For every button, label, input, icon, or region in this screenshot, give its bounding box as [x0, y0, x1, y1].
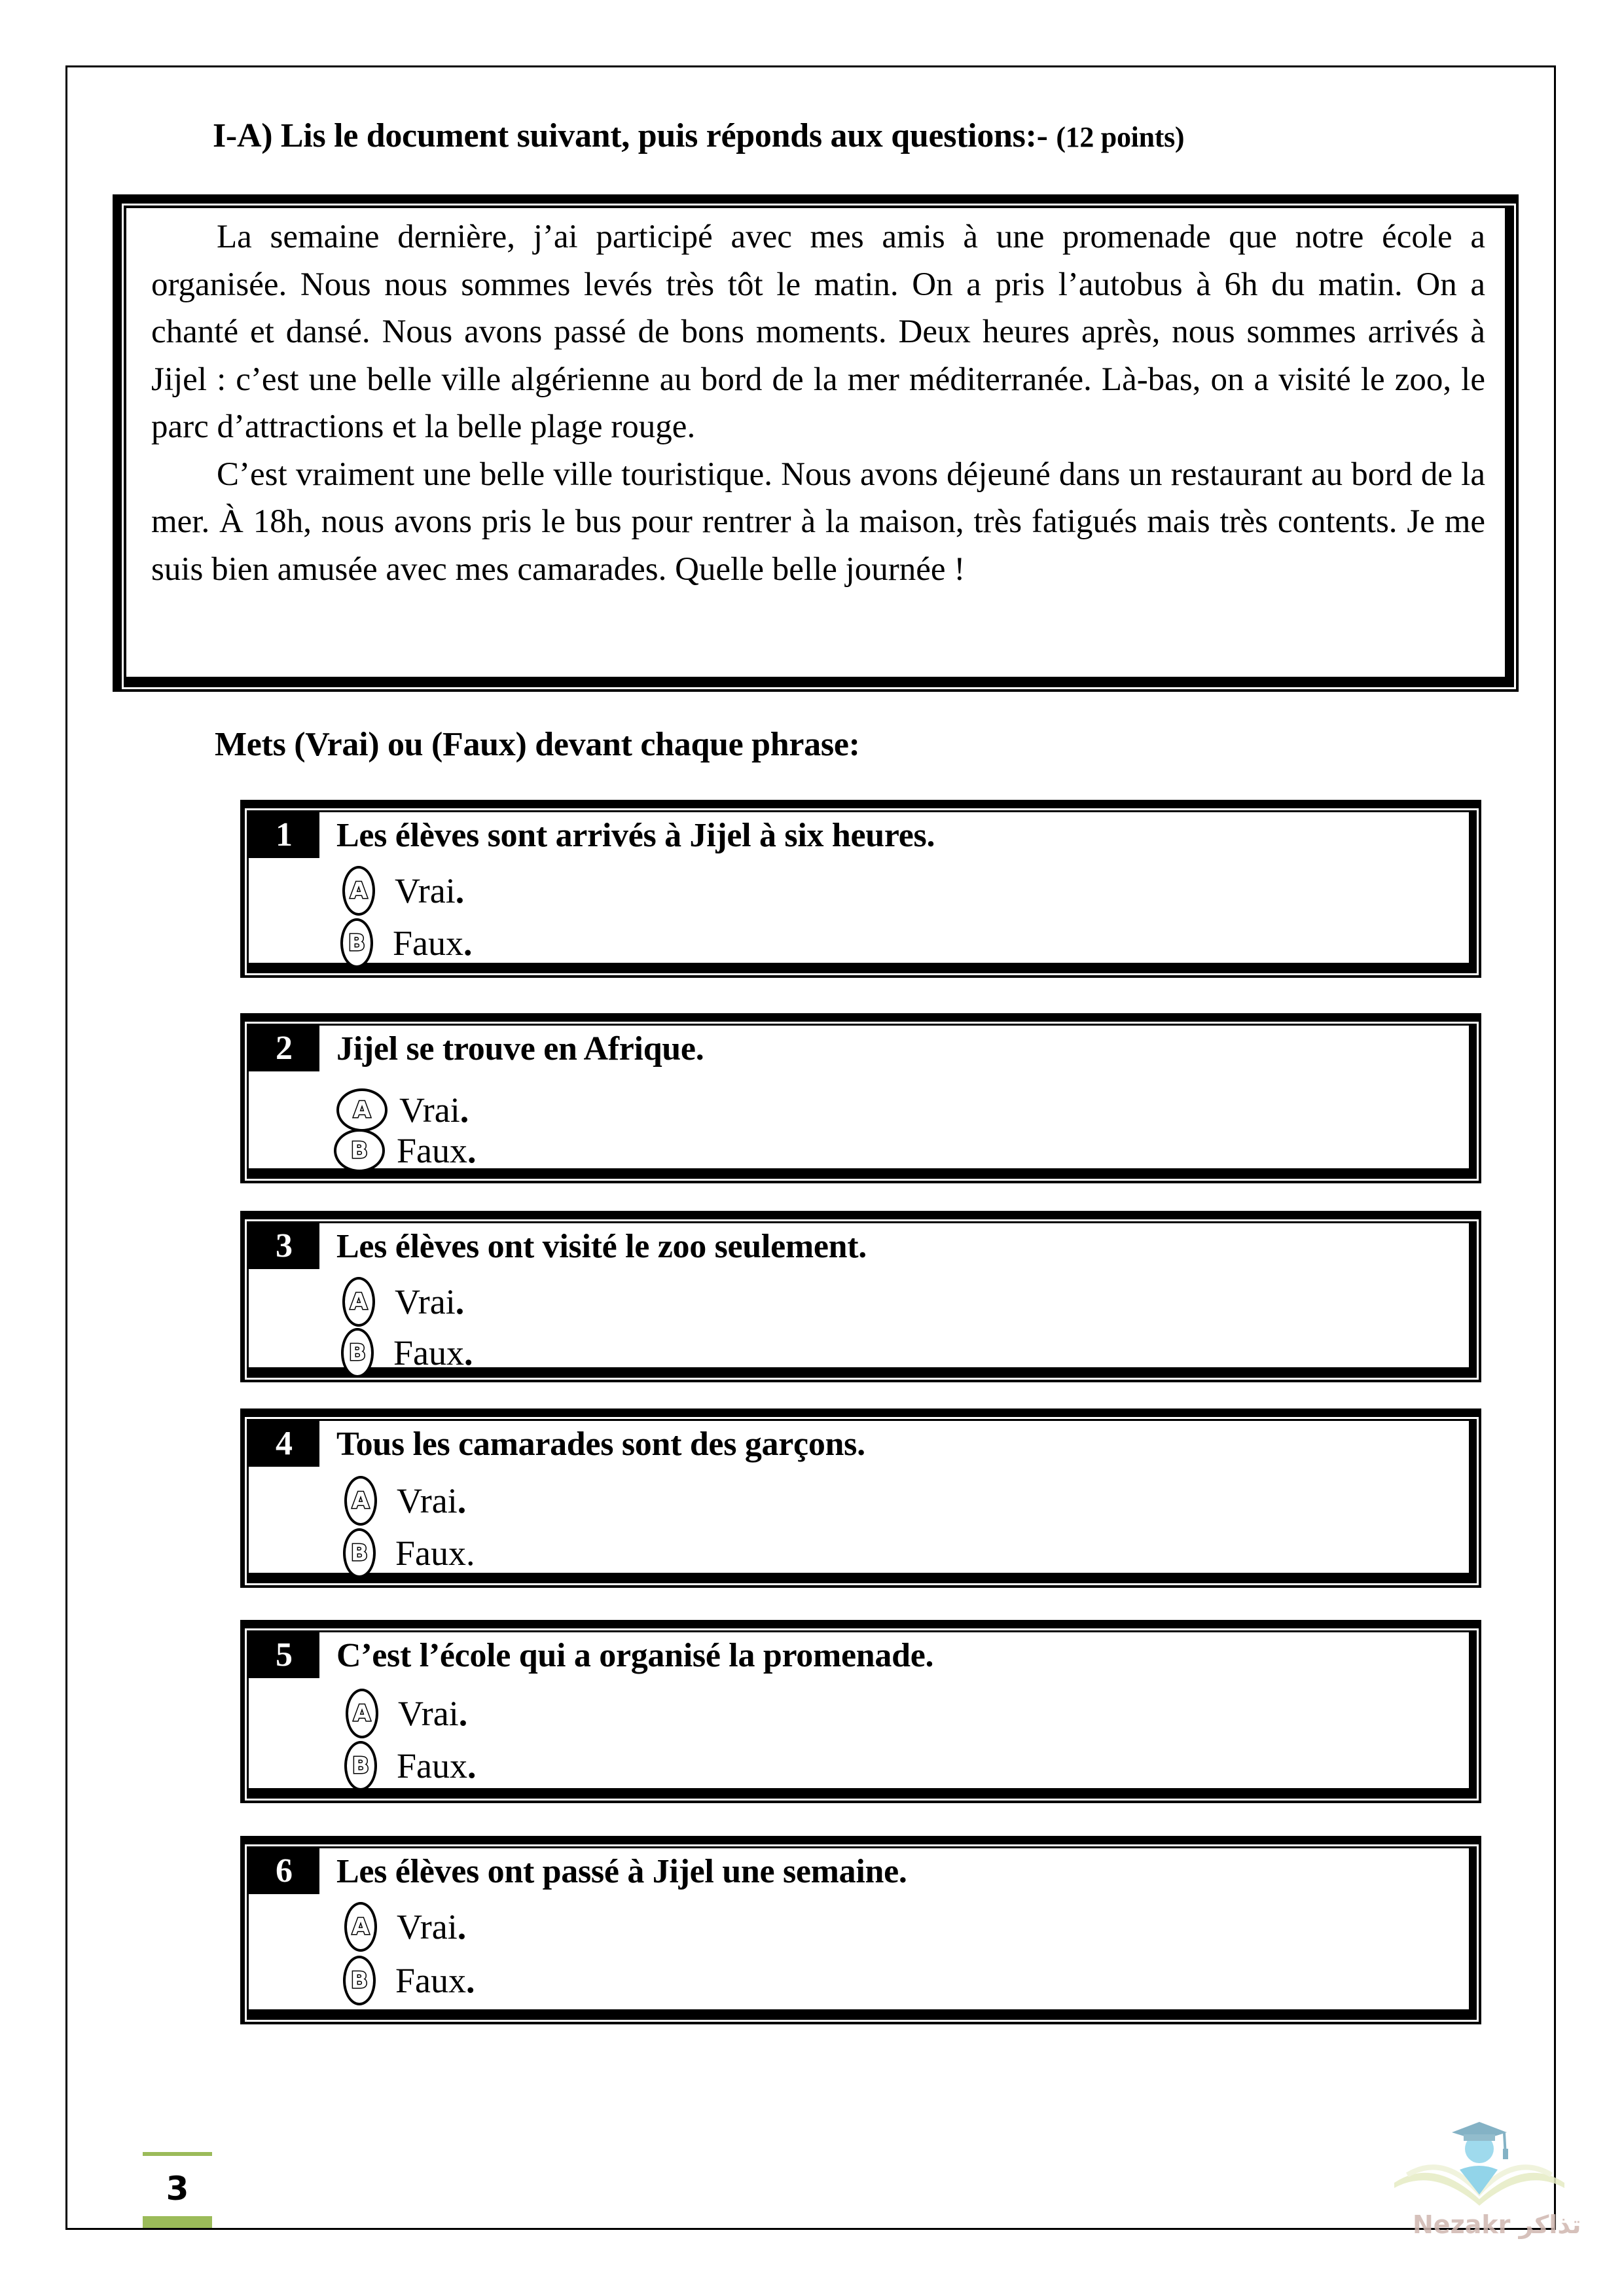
option-a[interactable] [336, 1088, 469, 1132]
question-inner [247, 1221, 1477, 1378]
question-text: C’est l’école qui a organisé la promenade. [336, 1637, 934, 1674]
option-label: Faux. [397, 1746, 477, 1785]
question-box-6 [240, 1836, 1481, 2024]
option-label: Vrai. [395, 871, 465, 910]
reading-passage-inner [124, 206, 1514, 687]
reading-paragraph-2: C’est vraiment une belle ville touristique. Nous avons déjeuné dans un restaurant au bord de la mer. À 18h, nous avons pris le bus pour rentrer à la maison, très fatigués mais très contents. Je me suis bien amusée avec mes camarades. Quelle belle journée ! [151, 456, 1485, 588]
page-number-bar-bottom [143, 2216, 212, 2228]
circled-a-icon[interactable]: A [342, 1277, 375, 1327]
question-inner [247, 1630, 1477, 1799]
circled-a-icon[interactable]: A [344, 1476, 377, 1526]
circled-b-icon[interactable]: B [341, 1328, 374, 1378]
reading-paragraph-1: La semaine dernière, j’ai participé avec mes amis à une promenade que notre école a organisée. Nous nous sommes levés très tôt le matin. On a pris l’autobus à 6h du matin. On a chanté et dansé. Nous avons passé de bons moments. Deux heures après, nous sommes arrivés à Jijel : c’est une belle ville algérienne au bord de la mer méditerranée. Là-bas, on a visité le zoo, le parc d’attractions et la belle plage rouge. [151, 219, 1485, 445]
option-a[interactable] [344, 1902, 466, 1952]
question-inner [247, 810, 1477, 973]
circled-b-icon[interactable]: B [334, 1129, 385, 1172]
question-text: Jijel se trouve en Afrique. [336, 1030, 704, 1067]
page-number-bar-top [143, 2152, 212, 2156]
question-number: 1 [249, 812, 319, 858]
option-b[interactable] [344, 1741, 477, 1791]
page-number: 3 [166, 2170, 189, 2208]
reading-passage-box [113, 194, 1519, 692]
question-box-5 [240, 1620, 1481, 1803]
question-box-2 [240, 1013, 1481, 1183]
option-a[interactable] [346, 1689, 467, 1738]
instruction-heading: Mets (Vrai) ou (Faux) devant chaque phrase: [215, 726, 860, 763]
option-label: Vrai. [399, 1090, 469, 1130]
question-text: Tous les camarades sont des garçons. [336, 1426, 865, 1463]
section-title-text: I-A) Lis le document suivant, puis réponds aux questions:- [213, 117, 1048, 154]
circled-a-icon[interactable]: A [336, 1088, 388, 1132]
option-label: Faux. [393, 1333, 473, 1372]
page-number-box [143, 2152, 212, 2228]
question-inner [247, 1024, 1477, 1179]
question-box-3 [240, 1211, 1481, 1382]
question-number: 2 [249, 1026, 319, 1071]
circled-a-icon[interactable]: A [346, 1689, 378, 1738]
option-b[interactable] [341, 1328, 473, 1378]
question-number: 4 [249, 1421, 319, 1467]
circled-b-icon[interactable]: B [343, 1528, 376, 1578]
option-label: Faux. [397, 1131, 477, 1170]
option-label: Vrai. [397, 1907, 467, 1946]
graduate-book-icon [1381, 2111, 1578, 2215]
question-text: Les élèves sont arrivés à Jijel à six heures. [336, 817, 935, 854]
question-inner [247, 1846, 1477, 2020]
option-b[interactable] [340, 918, 473, 968]
question-text: Les élèves ont visité le zoo seulement. [336, 1228, 867, 1265]
option-b[interactable] [343, 1956, 475, 2005]
option-label: Faux. [395, 1961, 475, 2000]
question-text: Les élèves ont passé à Jijel une semaine. [336, 1853, 907, 1890]
section-points: (12 points) [1056, 121, 1185, 153]
question-number: 6 [249, 1848, 319, 1894]
circled-b-icon[interactable]: B [340, 918, 373, 968]
option-label: Vrai. [395, 1282, 465, 1321]
nezakr-logo [1381, 2111, 1581, 2242]
circled-b-icon[interactable]: B [343, 1956, 376, 2005]
option-label: Faux. [393, 924, 473, 963]
circled-a-icon[interactable]: A [342, 866, 375, 916]
question-inner [247, 1419, 1477, 1583]
question-box-1 [240, 800, 1481, 978]
question-number: 3 [249, 1223, 319, 1269]
section-title [213, 117, 1184, 155]
reading-passage [151, 213, 1485, 593]
logo-text: Nezakr تذاكر [1413, 2210, 1581, 2239]
option-label: Vrai. [398, 1694, 468, 1733]
circled-b-icon[interactable]: B [344, 1741, 377, 1791]
option-a[interactable] [342, 1277, 464, 1327]
option-b[interactable] [343, 1528, 475, 1578]
option-a[interactable] [344, 1476, 466, 1526]
circled-a-icon[interactable]: A [344, 1902, 377, 1952]
option-a[interactable] [342, 866, 464, 916]
question-box-4 [240, 1408, 1481, 1588]
option-label: Vrai. [397, 1481, 467, 1520]
question-number: 5 [249, 1632, 319, 1678]
option-b[interactable] [334, 1129, 477, 1172]
option-label: Faux. [395, 1534, 475, 1573]
